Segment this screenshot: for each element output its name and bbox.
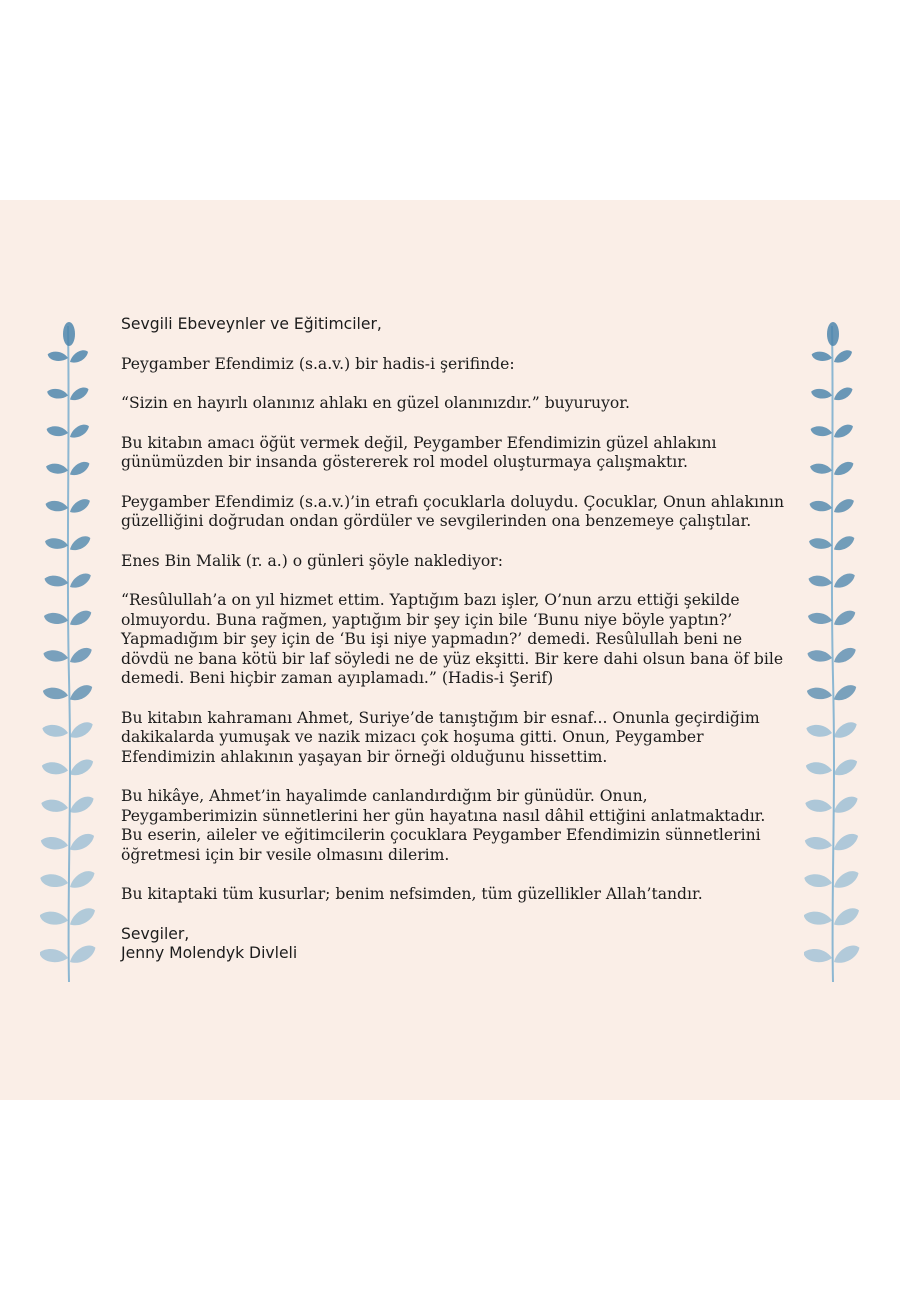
letter-paragraph: Peygamber Efendimiz (s.a.v.) bir hadis-i şerifinde: <box>121 354 515 373</box>
letter-paragraph: Enes Bin Malik (r. a.) o günleri şöyle naklediyor: <box>121 551 504 570</box>
letter-quote-paragraph: “Resûlullah’a on yıl hizmet ettim. Yaptığım bazı işler, O’nun arzu ettiği şekilde olmuyordu. Buna rağmen, yaptığım bir şey için bile ‘Bunu niye böyle yaptın?’ Yapmadığım bir şey için de ‘Bu işi niye yapmadın?’ demedi. Resûlullah beni ne dövdü ne bana kötü bir laf söyledi ne de yüz ekşitti. Bir kere dahi olsun bana öf bile demedi. Beni hiçbir zaman ayıplamadı.” (Hadis-i Şerif) <box>121 591 784 687</box>
leaf-vine-left-icon <box>40 318 96 990</box>
letter-greeting: Sevgili Ebeveynler ve Eğitimciler, <box>121 315 382 333</box>
letter-paragraph: Bu hikâye, Ahmet’in hayalimde canlandırdığım bir günüdür. Onun, Peygamberimizin sünnetlerini her gün hayatına nasıl dâhil ettiğini anlatmaktadır. Bu eserin, aileler ve eğitimcilerin çocuklara Peygamber Efendimizin sünnetlerini öğretmesi için bir vesile olmasını dilerim. <box>121 787 766 864</box>
letter-paragraph: Bu kitaptaki tüm kusurlar; benim nefsimden, tüm güzellikler Allah’tandır. <box>121 885 703 903</box>
letter-paragraph: Bu kitabın kahramanı Ahmet, Suriye’de tanıştığım bir esnaf... Onunla geçirdiğim dakikalarda yumuşak ve nazik mizacı çok hoşuma gitti. Onun, Peygamber Efendimizin ahlakının yaşayan bir örneği olduğunu hissettim. <box>121 708 760 766</box>
letter-closing: Sevgiler, <box>121 924 190 943</box>
letter-body <box>121 315 786 964</box>
letter-signature: Jenny Molendyk Divleli <box>121 944 298 962</box>
letter-paragraph: Peygamber Efendimiz (s.a.v.)’in etrafı çocuklarla doluydu. Çocuklar, Onun ahlakının güzelliğini doğrudan ondan gördüler ve sevgilerinden ona benzemeye çalıştılar. <box>121 492 785 530</box>
leaf-vine-right-icon <box>804 318 860 990</box>
letter-paragraph: “Sizin en hayırlı olanınız ahlakı en güzel olanınızdır.” buyuruyor. <box>121 394 630 412</box>
letter-paragraph: Bu kitabın amacı öğüt vermek değil, Peygamber Efendimizin güzel ahlakını günümüzden bir insanda göstererek rol model oluşturmaya çalışmaktır. <box>121 433 717 471</box>
